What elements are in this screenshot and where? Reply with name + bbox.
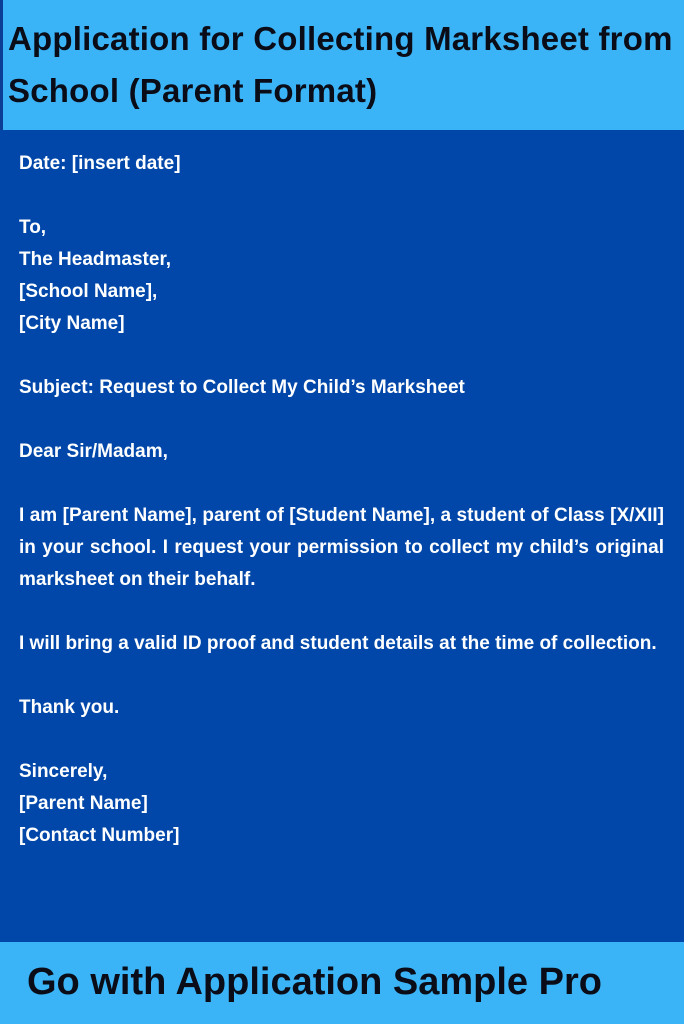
letter-paragraph-id-proof: I will bring a valid ID proof and student details at the time of collection.	[19, 633, 657, 654]
letter-recipient: The Headmaster,	[19, 249, 172, 270]
letter-city: [City Name]	[19, 313, 125, 334]
footer-banner	[0, 942, 684, 1024]
letter-school: [School Name],	[19, 281, 158, 302]
letter-paragraph-request: I am [Parent Name], parent of [Student Name], a student of Class [X/XII] in your school. I request your permission to collect my child’s original marksheet on their behalf.	[19, 505, 664, 590]
letter-body	[19, 148, 664, 852]
letter-to: To,	[19, 217, 47, 238]
letter-salutation: Dear Sir/Madam,	[19, 441, 168, 462]
letter-thanks: Thank you.	[19, 697, 120, 718]
letter-sender-name: [Parent Name]	[19, 793, 148, 814]
letter-sender-contact: [Contact Number]	[19, 825, 180, 846]
footer-brand-text: Go with Application Sample Pro	[27, 961, 602, 1003]
letter-closing: Sincerely,	[19, 761, 108, 782]
page-title: Application for Collecting Marksheet from School (Parent Format)	[8, 20, 673, 109]
title-banner	[0, 0, 684, 130]
letter-date: Date: [insert date]	[19, 153, 181, 174]
letter-subject: Subject: Request to Collect My Child’s Marksheet	[19, 377, 465, 398]
